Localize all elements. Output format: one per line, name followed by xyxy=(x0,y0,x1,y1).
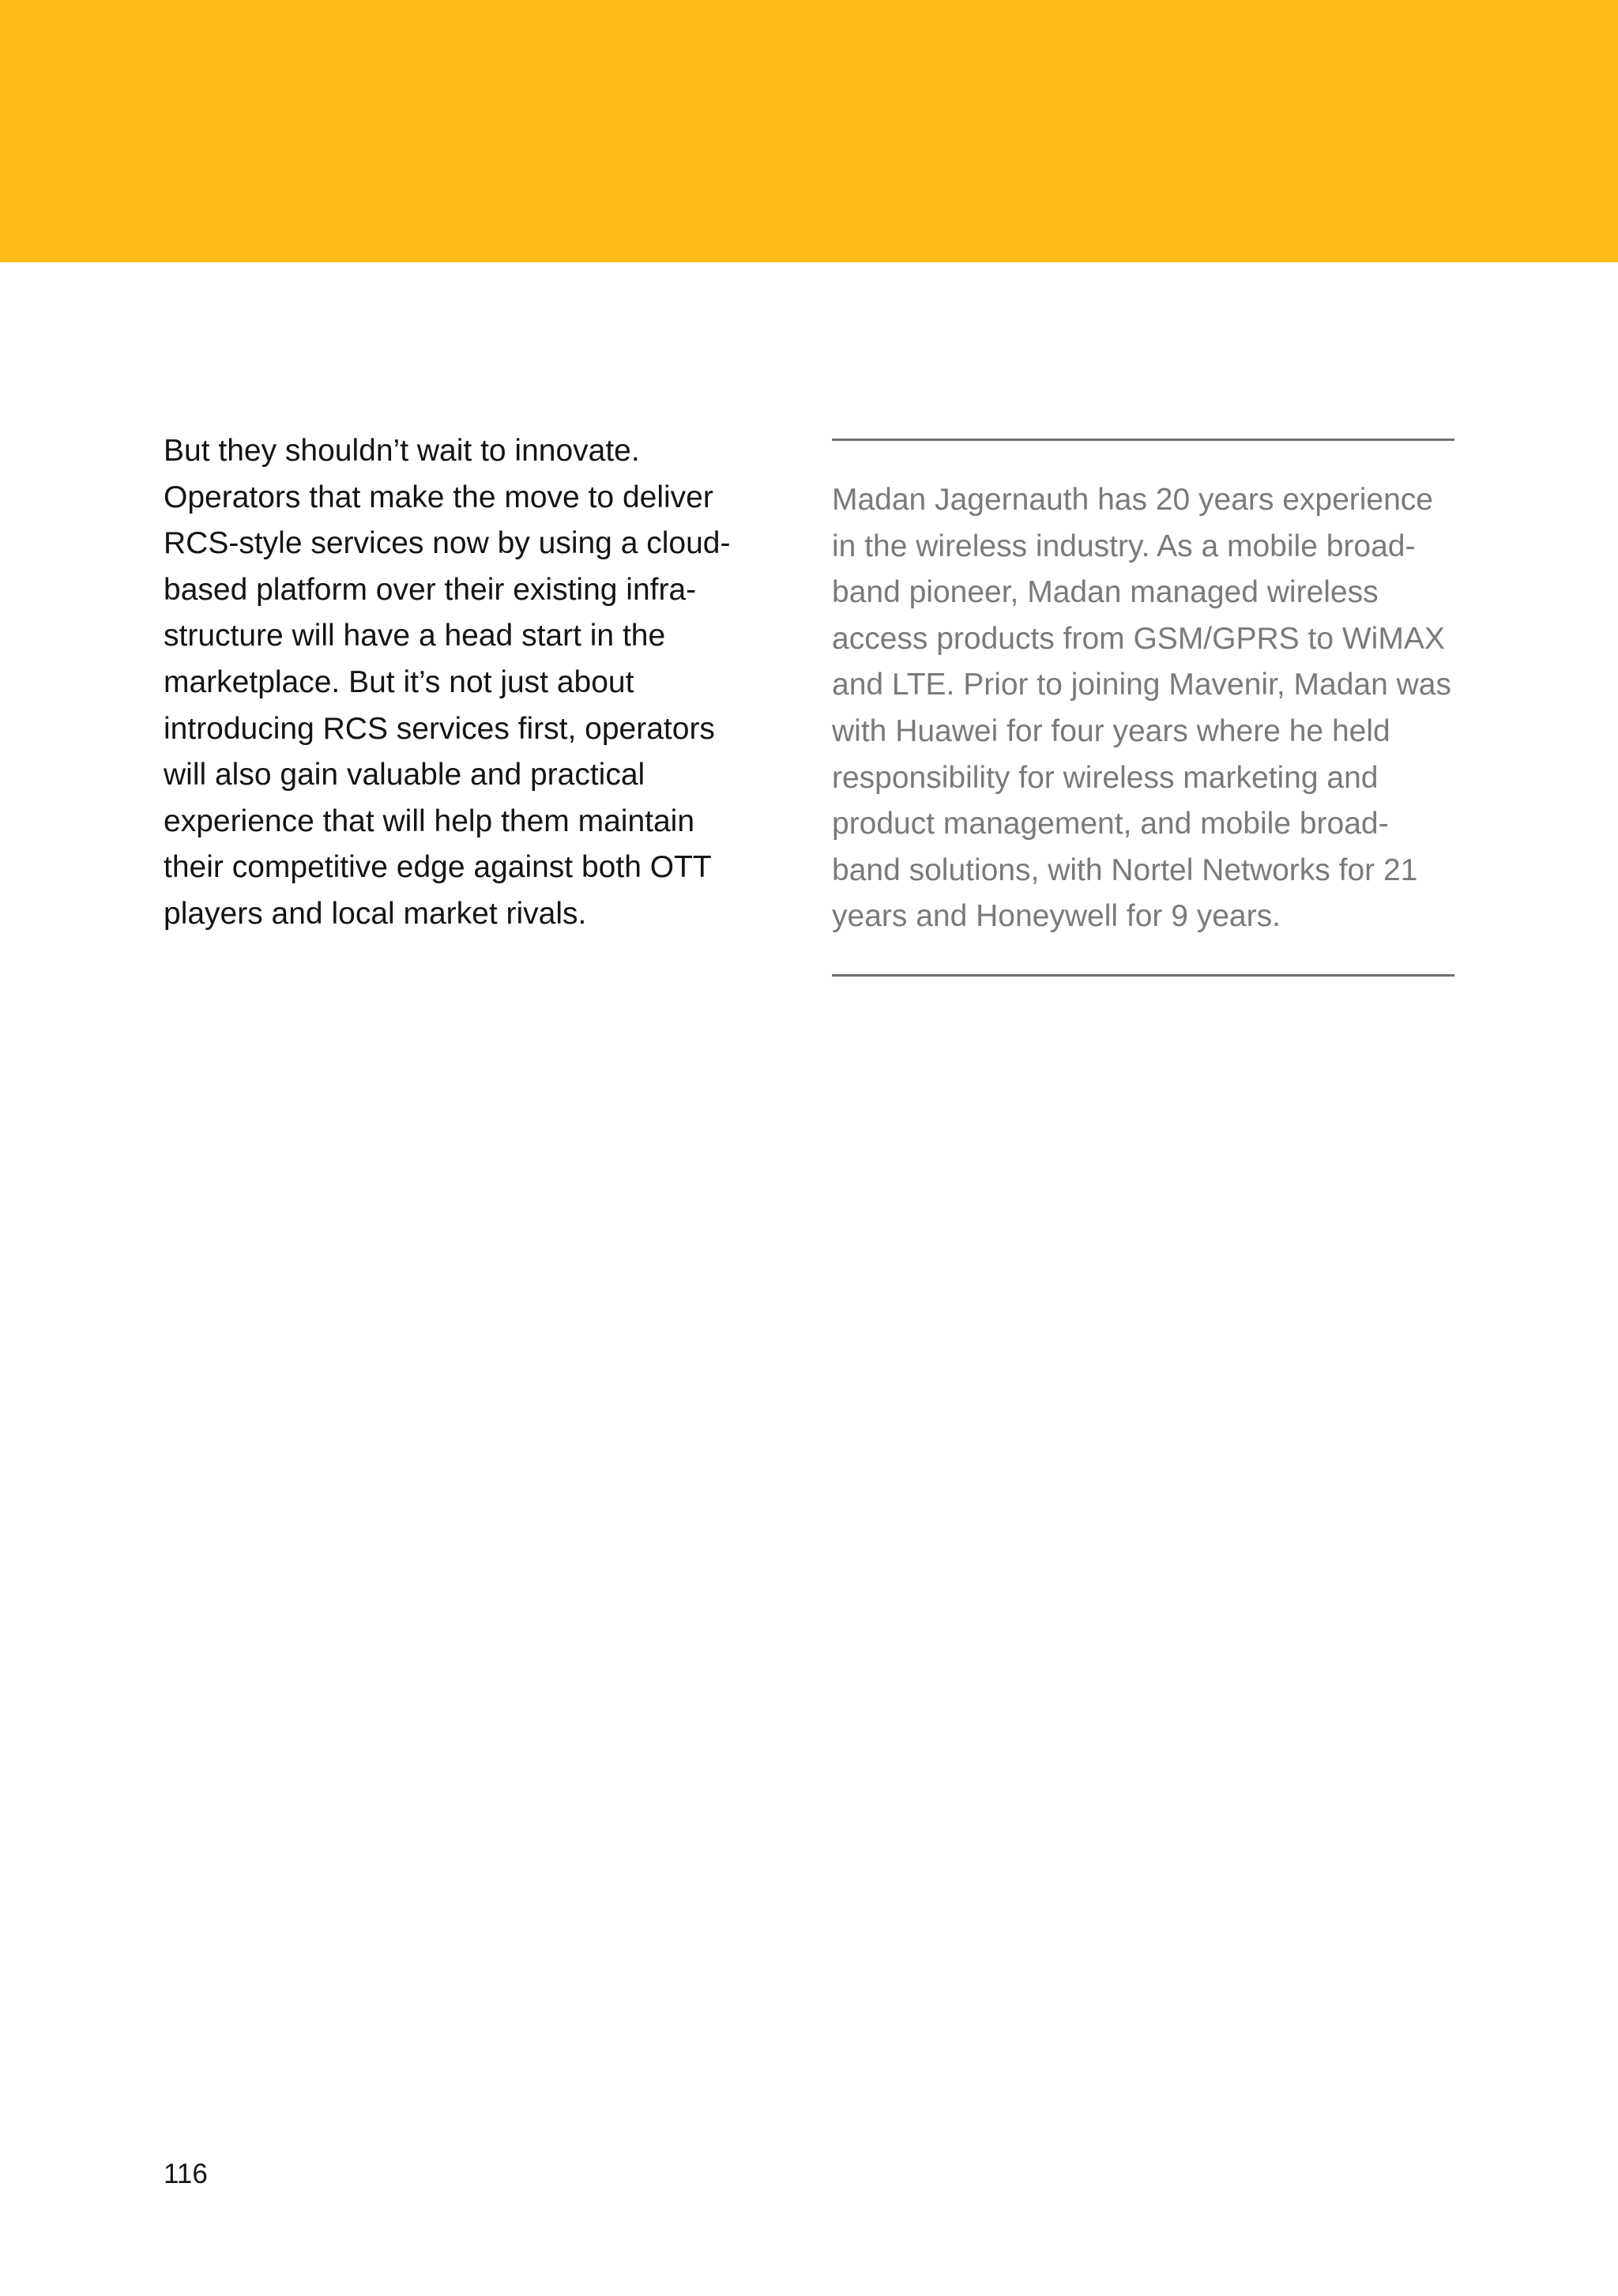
main-text-line: will also gain valuable and practical xyxy=(164,758,645,792)
main-text-line: players and local market rivals. xyxy=(164,896,587,931)
main-text-line: marketplace. But it’s not just about xyxy=(164,664,634,699)
main-text-line: structure will have a head start in the xyxy=(164,619,666,653)
bio-text-line: band solutions, with Nortel Networks for 21 xyxy=(832,853,1418,887)
bio-text-line: with Huawei for four years where he held xyxy=(832,713,1390,748)
bio-text-line: access products from GSM/GPRS to WiMAX xyxy=(832,621,1445,656)
bio-text-line: Madan Jagernauth has 20 years experience xyxy=(832,483,1433,517)
top-accent-band xyxy=(0,0,1618,262)
main-text-line: Operators that make the move to deliver xyxy=(164,480,713,514)
main-text-line: based platform over their existing infra- xyxy=(164,572,697,607)
bio-text-line: years and Honeywell for 9 years. xyxy=(832,899,1281,934)
main-text-line: But they shouldn’t wait to innovate. xyxy=(164,434,640,468)
author-bio-box xyxy=(832,438,1454,977)
bio-text-line: product management, and mobile broad- xyxy=(832,807,1389,841)
main-text-column xyxy=(164,428,748,938)
main-text-line: their competitive edge against both OTT xyxy=(164,850,712,885)
author-bio-text xyxy=(832,477,1454,940)
main-paragraph xyxy=(164,428,748,938)
bio-text-line: responsibility for wireless marketing and xyxy=(832,760,1379,795)
main-text-line: introducing RCS services first, operators xyxy=(164,711,715,746)
bio-text-line: and LTE. Prior to joining Mavenir, Madan was xyxy=(832,668,1451,702)
main-text-line: experience that will help them maintain xyxy=(164,804,695,838)
author-bio-paragraph xyxy=(832,477,1454,940)
page-number: 116 xyxy=(164,2159,208,2189)
bio-text-line: band pioneer, Madan managed wireless xyxy=(832,575,1379,610)
main-text-line: RCS-style services now by using a cloud- xyxy=(164,526,731,561)
bio-text-line: in the wireless industry. As a mobile broad- xyxy=(832,529,1416,563)
